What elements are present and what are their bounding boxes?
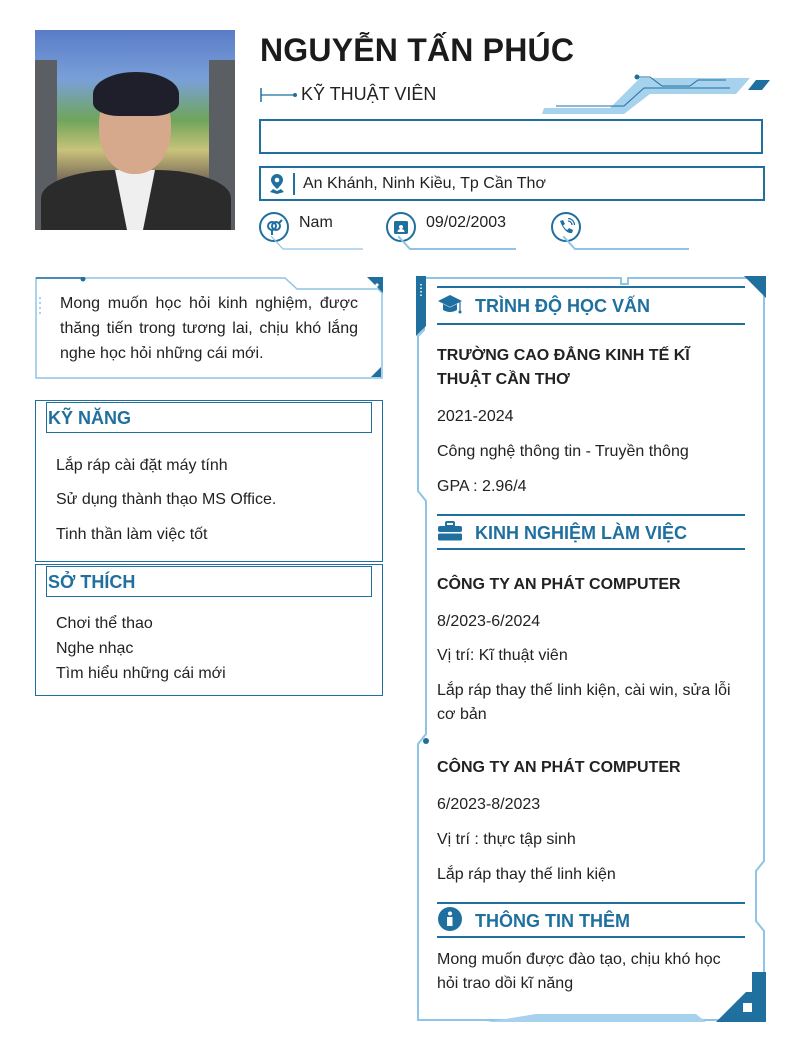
experience-header xyxy=(437,519,687,548)
profile-photo xyxy=(35,30,235,230)
hobbies-panel xyxy=(35,564,383,696)
skills-title-box xyxy=(46,402,372,433)
divider xyxy=(437,323,745,325)
job-position: Vị trí: Kĩ thuật viên xyxy=(437,647,568,664)
hobby-item: Tìm hiểu những cái mới xyxy=(56,665,226,682)
job-position: Vị trí : thực tập sinh xyxy=(437,831,576,848)
job-company: CÔNG TY AN PHÁT COMPUTER xyxy=(437,759,681,776)
divider xyxy=(437,936,745,938)
education-header xyxy=(437,292,650,321)
underline-decoration xyxy=(563,236,691,252)
job-period: 8/2023-6/2024 xyxy=(437,613,541,630)
education-major: Công nghệ thông tin - Truyền thông xyxy=(437,443,689,460)
divider xyxy=(293,173,295,195)
empty-field-box xyxy=(259,119,763,154)
additional-title: THÔNG TIN THÊM xyxy=(475,911,630,931)
education-period: 2021-2024 xyxy=(437,408,514,425)
skills-panel xyxy=(35,400,383,562)
phone-item xyxy=(551,210,691,254)
circuit-decoration xyxy=(540,72,770,114)
objective-text: Mong muốn học hỏi kinh nghiệm, được thăng tiến trong tương lai, chịu khó lắng nghe học hỏi những cái mới. xyxy=(60,295,358,362)
job-description: Lắp ráp thay thế linh kiện xyxy=(437,866,616,883)
school-name: TRƯỜNG CAO ĐẲNG KINH TẾ KĨ THUẬT CẦN THƠ xyxy=(437,347,690,388)
education-gpa: GPA : 2.96/4 xyxy=(437,478,527,495)
birthdate-value: 09/02/2003 xyxy=(426,214,507,231)
skill-item: Lắp ráp cài đặt máy tính xyxy=(56,457,228,474)
divider xyxy=(437,548,745,550)
title-line-decoration xyxy=(260,86,300,104)
briefcase-icon xyxy=(437,519,463,548)
address-box xyxy=(259,166,765,201)
address-text: An Khánh, Ninh Kiều, Tp Cần Thơ xyxy=(303,174,546,192)
hobbies-title: SỞ THÍCH xyxy=(48,572,136,592)
job-company: CÔNG TY AN PHÁT COMPUTER xyxy=(437,576,681,593)
job-description: Lắp ráp thay thế linh kiện, cài win, sửa lỗi cơ bản xyxy=(437,682,731,723)
candidate-name: NGUYỄN TẤN PHÚC xyxy=(260,32,575,68)
hobbies-title-box xyxy=(46,566,372,597)
divider xyxy=(437,286,745,288)
underline-decoration xyxy=(271,236,363,252)
info-icon xyxy=(437,906,463,937)
divider xyxy=(437,514,745,516)
education-title: TRÌNH ĐỘ HỌC VẤN xyxy=(475,296,650,316)
skill-item: Tinh thần làm việc tốt xyxy=(56,526,208,543)
hobby-item: Chơi thể thao xyxy=(56,615,153,632)
experience-title: KINH NGHIỆM LÀM VIỆC xyxy=(475,523,688,543)
divider xyxy=(437,902,745,904)
gender-value: Nam xyxy=(299,214,333,231)
additional-text: Mong muốn được đào tạo, chịu khó học hỏi trao dồi kĩ năng xyxy=(437,951,721,992)
skill-item: Sử dụng thành thạo MS Office. xyxy=(56,491,277,508)
underline-decoration xyxy=(398,236,518,252)
gender-item xyxy=(259,210,364,254)
birthdate-item xyxy=(386,210,516,254)
job-title: KỸ THUẬT VIÊN xyxy=(301,84,437,104)
map-pin-icon xyxy=(261,173,293,195)
skills-title: KỸ NĂNG xyxy=(48,408,132,428)
graduation-cap-icon xyxy=(437,292,463,321)
hobby-item: Nghe nhạc xyxy=(56,640,134,657)
job-period: 6/2023-8/2023 xyxy=(437,796,541,813)
additional-header xyxy=(437,906,630,937)
